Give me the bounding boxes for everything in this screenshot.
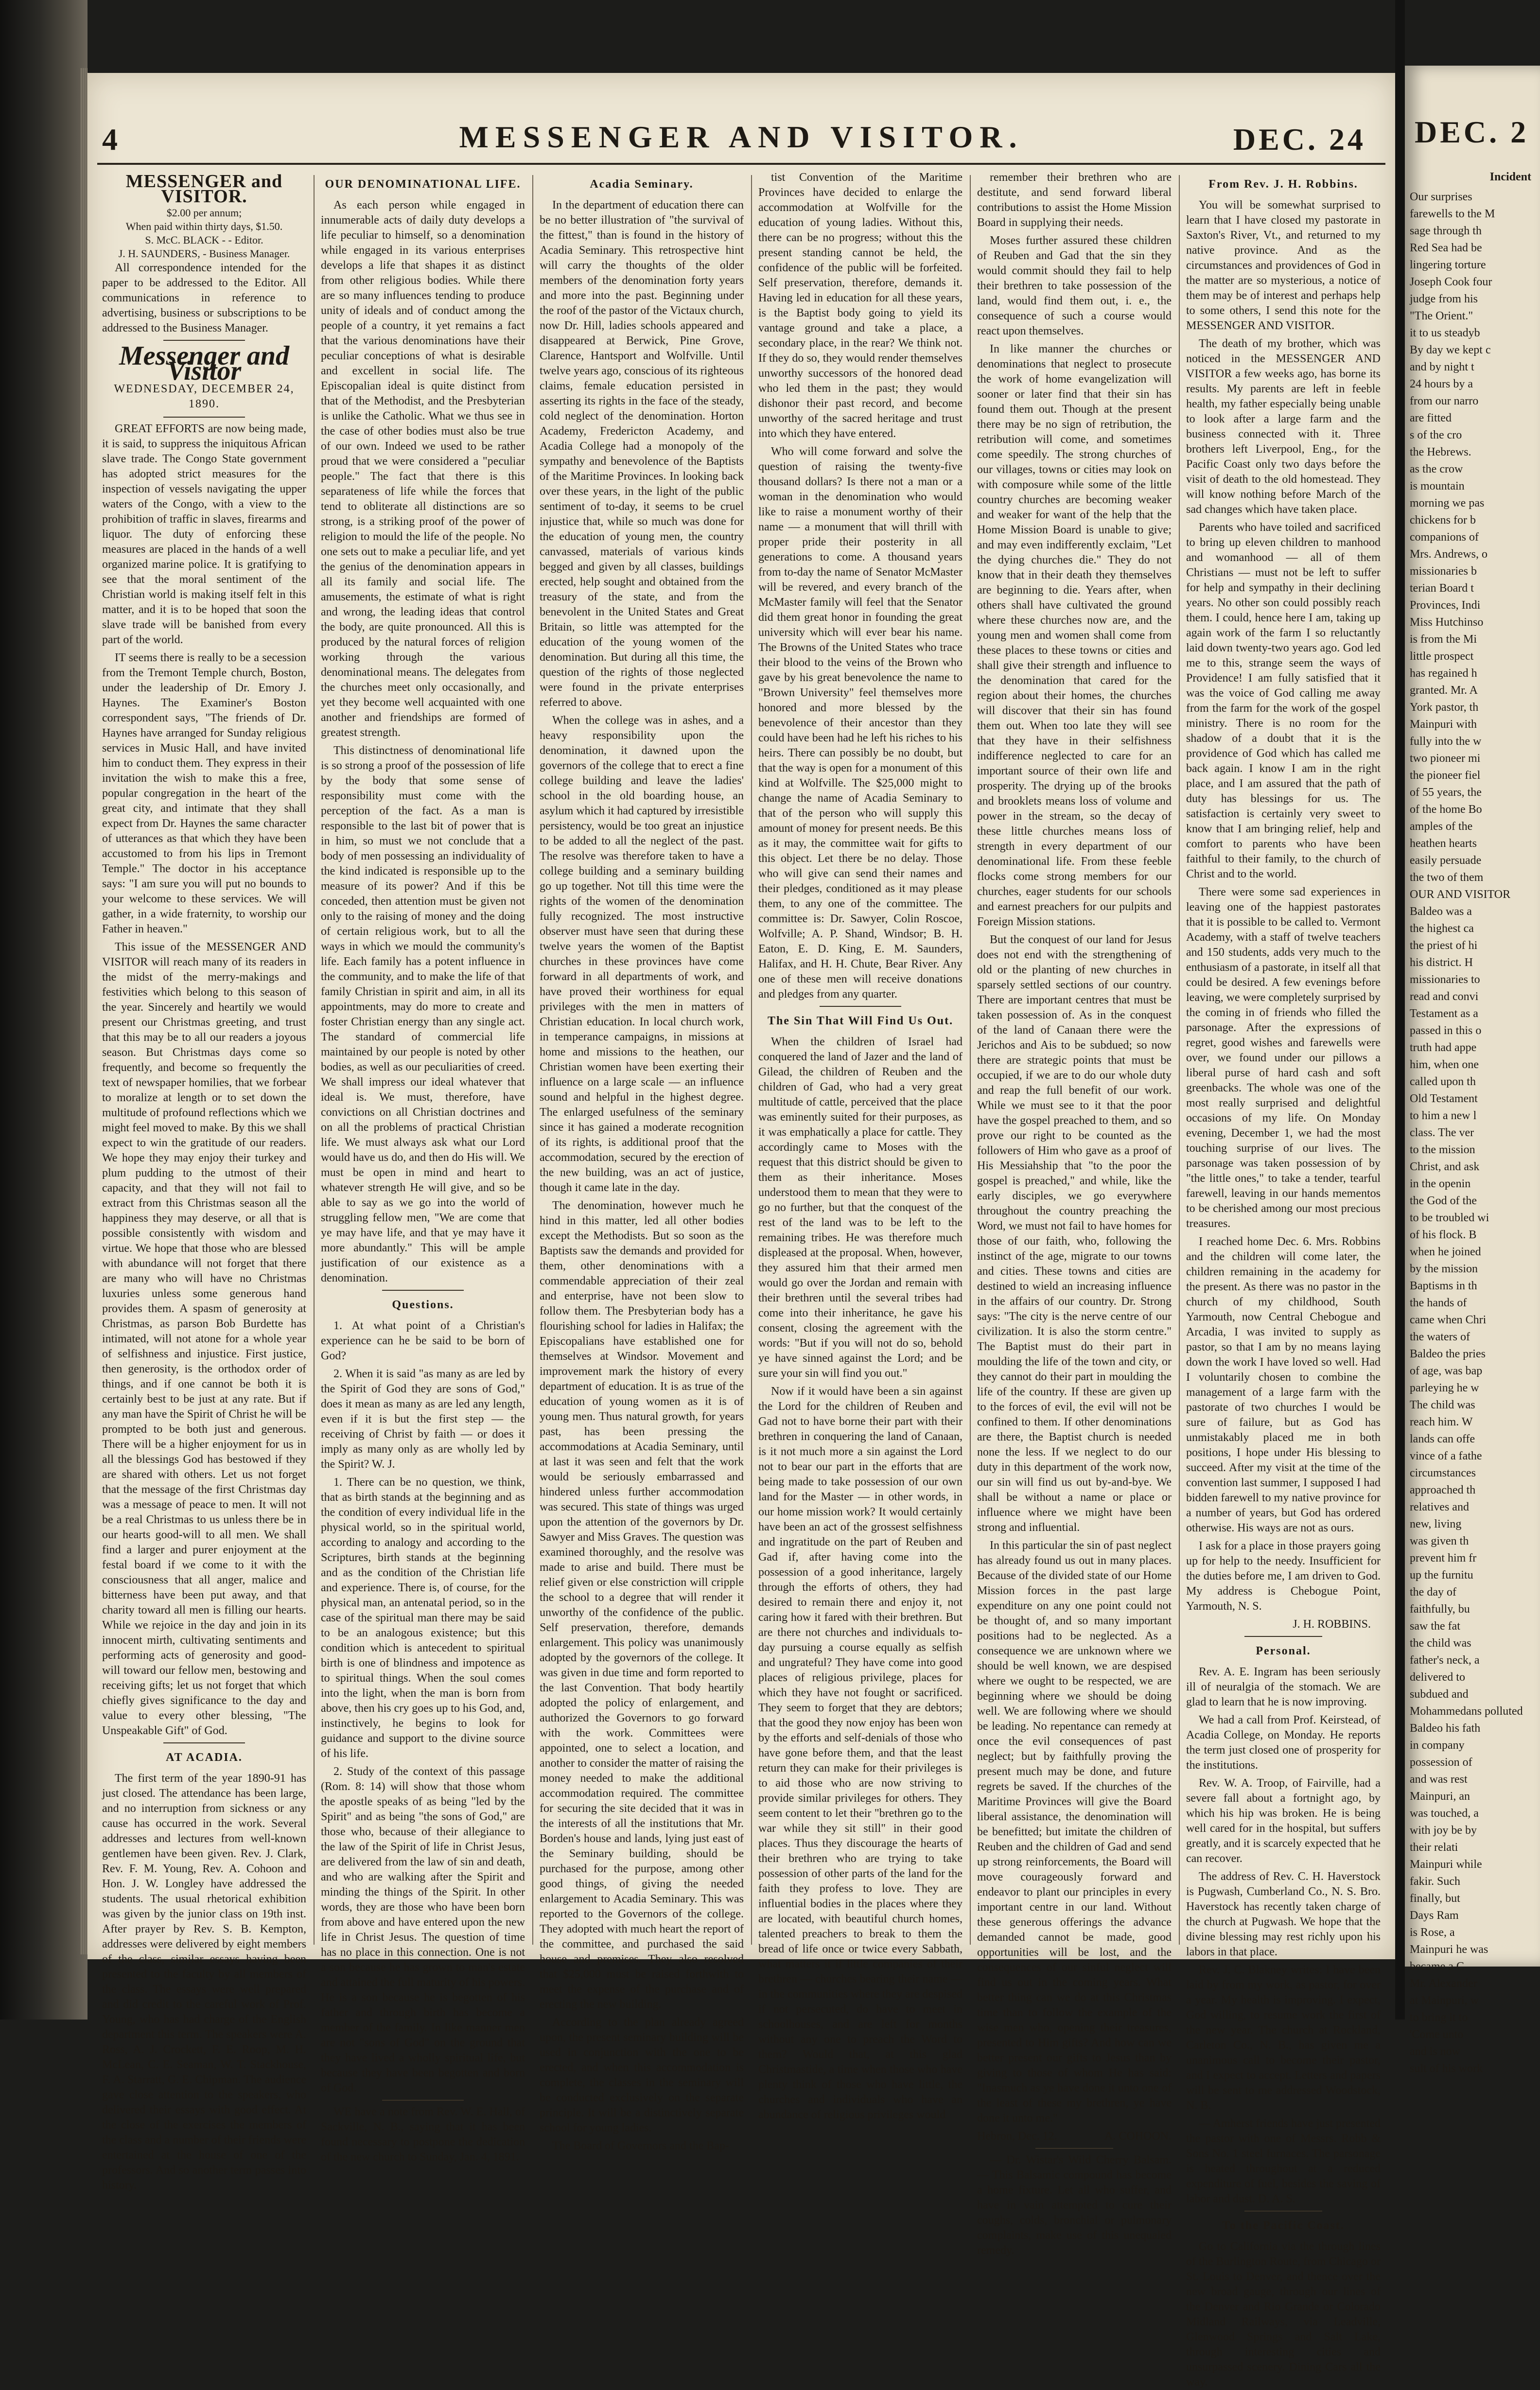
adjacent-line: it to us steadyb — [1410, 327, 1480, 339]
adjacent-line: little prospect — [1410, 650, 1474, 663]
article-paragraph: But the conquest of our land for Jesus does not end with the strengthening of old or the planting of new churches in sparsely settled sections of our country. There are important centres that must be taken possession of. As in the conquest of the land of Canaan there were the Jerichos and Ais to be subdued; so now there are strategic points that must be occupied, if we are to do our whole duty and reap the full benefit of our work. While we must see to it that the poor have the gospel preached to them, and so prove our right to be counted as the followers of Him who gave as a proof of His Messiahship that "to the poor the gospel is preached," and while, like the early disciples, we go everywhere throughout the country preaching the Word, we must not fail to have homes for those of our faith, who, following the instinct of the age, migrate to our towns and cities. These towns and cities are destined to wield an increasing influence in the affairs of our country. Dr. Strong says: "The city is the nerve centre of our civilization. It is also the storm centre." The Baptist must do their part in moulding the life of the town and city, or they cannot do their part in moulding the life of the country. If these are given up to the forces of evil, the evil will not be confined to them. If other denominations are there, the Baptist church is needed none the less. If we neglect to do our duty in this department of the work now, our sin will find us out by-and-bye. We shall be without a name or place or influence where we might have been strong and influential. — [977, 933, 1172, 1534]
columns — [97, 170, 1385, 2389]
article-paragraph: In the department of education there can be no better illustration of "the survival of the fittest," than is found in the history of Acadia Seminary. This retrospective hint will carry the thoughts of the older members of the denomination forty years and more into the past. Beginning under the roof of the pastor of the Victaux church, now Dr. Hill, ladies schools appeared and disappeared at Berwick, Pine Grove, Clarence, Hantsport and Wolfville. Until twelve years ago, conscious of its righteous claims, female education persisted in asserting its rights in the face of the steady, cold neglect of the denomination. Horton Academy, Fredericton Academy, and Acadia College had a monopoly of the sympathy and benevolence of the Baptists of the Maritime Provinces. In looking back over these years, in the light of the public sentiment of to-day, it seems to be cruel injustice that, while so much was done for the education of young men, the country canvassed, materials of various kinds begged and given by all classes, buildings erected, help sought and obtained from the treasury of the state, and from the benevolent in the United States and Great Britain, so little was attempted for the education of the young women of the denomination. But during all this time, the question of the rights of those neglected were found in the private enterprises referred to above. — [540, 199, 744, 709]
letter-paragraph: You will be somewhat surprised to learn that I have closed my pastorate in Saxton's River, Vt., and returned to my native province. And as the circumstances and providences of God in the matter are so mysterious, a notice of them may be of interest and perhaps help to some others, I send this note for the MESSENGER AND VISITOR. — [1186, 199, 1381, 332]
adjacent-line: fully into the w — [1410, 735, 1482, 748]
section-heading: Personal. — [1256, 1645, 1311, 1657]
page-number: 4 — [102, 122, 118, 157]
column-rule — [751, 175, 752, 1945]
adjacent-line: their relati — [1410, 1841, 1458, 1854]
answer: 2. Study of the context of this passage (Rom. 8: 14) will show that those whom the apostle speaks of as being "led by the Spirit" and as being "the sons of God," are those who, because of their allegiance to the law of the Spirit of life in Christ Jesus, are delivered from the law of sin and death, and who are walking after the Spirit and minding the things of the Spirit. In other words, they are those who have been born from above and have entered upon the new life in Christ Jesus. The question of time has no place in this connection. One is not a son because he has grown to man's estate and attained the full maturity of his powers. He is a son because he is begotten of his father and through birth has become a member of the family. In like manner men are not "sons of God" on the ground that they have lived a wholly spiritual life, but because they have been begotten and born of God. — [321, 1765, 525, 2094]
running-date: DEC. 24 — [1233, 122, 1366, 157]
adjacent-line: Mrs. Andrews, o — [1410, 548, 1488, 561]
column-rule — [970, 175, 971, 1945]
newspaper-page — [88, 73, 1395, 2389]
issue-date: WEDNESDAY, DECEMBER 24, 1890. — [114, 383, 295, 410]
article-paragraph: The denomination, however much he hind in this matter, led all other bodies except the Methodists. But so soon as the Baptists saw the demands and provided for them, other denominations with a commendable appreciation of their zeal and enterprise, have not been slow to follow them. The Presbyterian body has a flourishing school for ladies in Halifax; the Episcopalians have established one for themselves at Windsor. Movement and improvement mark the history of every department of education. It is as true of the education of young women as it is of young men. Thus natural growth, for years past, has been pressing the accommodations at Acadia Seminary, until at last it was seen and felt that the work would be seriously embarrassed and hindered unless further accommodation was secured. This state of things was urged upon the attention of the governors by Dr. Sawyer and Miss Graves. The question was examined thoroughly, and the resolve was made to arise and build. There must be relief given or else constriction will cripple the school to a degree that will render it unworthy of the confidence of the public. Self preservation, therefore, demands enlargement. This policy was unanimously adopted by the governors of the college. It was given in due time and form reported to the last Convention. That body heartily adopted the policy of enlargement, and authorized the Governors to go forward with the work. Committees were appointed, one to select a location, and another to consider the matter of raising the money needed to make the additional accommodation required. The committee for securing the site decided that it was in the interests of all the institutions that Mr. Borden's house and lands, lying just east of the Seminary building, should be purchased for the purpose, among other good things, of giving the needed enlargement to Acadia Seminary. This was reported to the Governors of the college. They adopted with much heart the report of the committee, and purchased the said house and premises. They also resolved that $25,000 must be raised forthwith to meet the expense of the purchase and of erecting the new building. — [540, 1199, 744, 2011]
signature: J. H. ROBBINS. — [1293, 1618, 1371, 1631]
column-1 — [97, 170, 311, 2192]
masthead-title: MESSENGER and VISITOR. — [125, 171, 283, 207]
column-rule — [314, 175, 315, 1945]
adjacent-line: sage through th — [1410, 225, 1482, 237]
article-paragraph: This distinctness of denominational life is so strong a proof of the possession of life by the body that some sense of responsibility must come with the perception of the fact. As a man is responsible to the last bit of power that is in him, so must we not conclude that a body of men possessing an individuality of the kind indicated is responsible up to the measure of its power? And if this be conceded, then attention must be given not only to the raising of money and the doing of certain religious work, but to all the ways in which we mould the community's life. Each family has a potent influence in the community, and to make the life of that family Christian in spirit and aim, in all its appointments, may do more to create and foster Christian energy than any single act. The standard of commercial life maintained by our people is noted by other bodies, as well as our peculiarities of creed. We shall impress our ideal whatever that ideal is. We must, therefore, have convictions on all Christian doctrines and on all the problems of practical Christian life. We must always ask what our Lord would have us do, and then do His will. We must be open in mind and heart to whatever strength He will give, and so be able to say as we go into the world of struggling fellow men, "We are come that ye may have life, and that ye may have it more abundantly." This will be ample justification of our existence as a denomination. — [321, 744, 525, 1284]
adjacent-line: Days Ram — [1410, 1909, 1459, 1922]
adjacent-line: heathen hearts — [1410, 837, 1477, 850]
adjacent-line: Baptisms in th — [1410, 1280, 1477, 1292]
adjacent-line: missionaries to — [1410, 973, 1480, 986]
adjacent-line: Mr. Alexander — [1410, 1977, 1477, 1990]
adjacent-line: the waters of — [1410, 1331, 1470, 1343]
article-heading: OUR DENOMINATIONAL LIFE. — [325, 178, 521, 191]
adjacent-line: delivered to — [1410, 1671, 1465, 1684]
adjacent-line: to the mission — [1410, 1143, 1475, 1156]
editorial-paragraph: GREAT EFFORTS are now being made, it is said, to suppress the iniquitous African slave trade. The Congo State government has adopted strict measures for the inspection of vessels navigating the upper waters of the Congo, with a view to the prohibition of traffic in slaves, firearms and liquor. The duty of enforcing these measures are placed in the hands of a well organized marine police. It is gratifying to see that the moral sentiment of the Christian world is making itself felt in this matter, and it is to be hoped that soon the slave trade will be banished from every part of the world. — [102, 422, 306, 646]
adjacent-line: Our surprises — [1410, 191, 1472, 203]
masthead-terms: When paid within thirty days, $1.50. — [125, 220, 283, 232]
adjacent-line: Provinces, Indi — [1410, 599, 1481, 612]
signature: A. COHOON. — [1104, 2130, 1172, 2143]
adjacent-line: truth had appe — [1410, 1041, 1477, 1054]
adjacent-line: Christ, and ask — [1410, 1160, 1480, 1173]
masthead-notice: All correspondence intended for the paper to be addressed to the Editor. All communications in reference to advertising, business or subscriptions to be addressed to the Business Manager. — [102, 262, 306, 334]
adjacent-line: s of the cro — [1410, 429, 1462, 441]
adjacent-line: subdued and — [1410, 1688, 1469, 1701]
adjacent-line: came when Chri — [1410, 1314, 1487, 1326]
adjacent-line: lingering torture — [1410, 259, 1486, 271]
adjacent-line: faithfully, bu — [1410, 1603, 1470, 1616]
adjacent-line: farewells to the M — [1410, 208, 1495, 220]
adjacent-line: to him a new l — [1410, 1109, 1477, 1122]
adjacent-line: Red Sea had be — [1410, 242, 1482, 254]
adjacent-line: Mainpuri, an — [1410, 1790, 1470, 1803]
adjacent-line: sult of his work — [1410, 2062, 1483, 2075]
adjacent-line: and is now — [1410, 2045, 1460, 2058]
adjacent-line: and was rest — [1410, 1773, 1468, 1786]
article-paragraph: Now if it would have been a sin against the Lord for the children of Reuben and Gad not to have borne their part with their brethren in conquering the land of Canaan, is it not much more a sin against the Lord not to bear our part in the efforts that are being made to take possession of our own land for the Master — in other words, in our home mission work? It would certainly have been an act of the grossest selfishness and ingratitude on the part of Reuben and Gad if, after having come into the possession of a good inheritance, largely through the efforts of others, they had desired to remain there and enjoy it, not caring how it fared with their brethren. But are there not churches and individuals to-day pursuing a course equally as selfish and ungrateful? They have come into good places of religious privilege, places for which they have not fought or sacrificed. They seem to forget that they are debtors; that the good they now enjoy has been won by the efforts and self-denials of those who have gone before them, and that the least return they can make for their privileges is to aid those who are now striving to provide similar privileges for others. They seem content to let their "brethren go to the war while they sit still" in their good places. Thus they discourage the hearts of their brethren who are trying to take possession of other parts of the land for the faith they profess to love. They are influential bodies in the places where they are located, with beautiful church homes, talented preachers to break to them the bread of life once or twice every Sabbath, what matters it if little companies of their brethren — churches bearing their name — in the communities where they are despised if not persecuted, do have to meet in schoolhouses, and are left for months without any one to preach the Word to them? Would that, at this glad Christmastide, a time when those who have plenty think of those who have little, the churches and individuals who have an abundance of religious privileges would — [758, 1385, 962, 2121]
column-rule — [1179, 175, 1180, 1945]
adjacent-line: Testament as a — [1410, 1007, 1478, 1020]
adjacent-line: is from the Mi — [1410, 633, 1477, 646]
divider — [382, 2100, 464, 2101]
adjacent-line: OUR AND VISITOR — [1410, 888, 1511, 901]
divider — [1244, 2211, 1322, 2212]
adjacent-line: was touched, a — [1410, 1807, 1479, 1820]
letter-paragraph: I reached home Dec. 6. Mrs. Robbins and the children will come later, the children remaining in the academy for the present. As there was no pastor in the church of my childhood, South Yarmouth, now Central Chebogue and Arcadia, I was invited to supply as pastor, so that I am by no means laying down the work I have loved so well. Had I voluntarily chosen to combine the management of a large farm with the pastorate of two churches I would be sure of failure, but as God has unmistakably placed me in both positions, I hope under His blessing to succeed. After my visit at the time of the convention last summer, I supposed I had bidden farewell to my native province for a number of years, but God has ordered otherwise. His ways are not as ours. — [1186, 1235, 1381, 1534]
adjacent-line: as the crow — [1410, 463, 1463, 475]
advertisement: Go to California via the through lines of the Burlington Route, from Chicago or St. Louis to Denver, and thence over the new broad gauge, through our lines of the Denver and Rio Grande or Colorado Midland Railways, via Leadville, Glenwood Springs and Salt Lake, through interesting cities and unsurpassed scenery. Dining Cars all the way. — [1186, 2240, 1381, 2389]
adjacent-line: the day of — [1410, 1586, 1456, 1599]
adjacent-page-column — [1410, 163, 1531, 2075]
adjacent-line: the Hebrews. — [1410, 446, 1471, 458]
article-paragraph: Moses further assured these children of Reuben and Gad that the sin they would commit should they fail to help their brethren to take possession of the land, would find them out, i. e., the consequence of such a course would react upon themselves. — [977, 234, 1172, 337]
note-paragraph: WE have a note from Rev. W. E. Hall, of Sackville, N. B., saying that it has been found necessary to postpone the dedication of the new church to Sunday, Jan. 4, 1891. — [321, 2106, 525, 2163]
article-heading: From Rev. J. H. Robbins. — [1208, 178, 1358, 191]
adjacent-line: are fitted — [1410, 412, 1452, 424]
adjacent-line: of his flock. B — [1410, 1229, 1477, 1241]
adjacent-heading: Incident — [1489, 171, 1531, 183]
adjacent-line: Joseph Cook four — [1410, 276, 1492, 288]
adjacent-line: of the home Bo — [1410, 803, 1482, 816]
adjacent-line: easily persuade — [1410, 854, 1482, 867]
book-binding-edge — [0, 0, 88, 2020]
adjacent-lines — [1410, 190, 1531, 2076]
adjacent-line: is mountain — [1410, 480, 1465, 492]
adjacent-line: prevent him fr — [1410, 1552, 1477, 1564]
adjacent-line: Mainpuri he was — [1410, 1943, 1488, 1956]
adjacent-line: morning we pas — [1410, 497, 1485, 510]
adjacent-line: of 55 years, the — [1410, 786, 1482, 799]
letter-paragraph: There were some sad experiences in leaving one of the happiest pastorates that it is possible to be called to. Vermont Academy, with a staff of twelve teachers and 150 students, adds very much to the enthusiasm of a pastorate, in itself all that could be desired. A few evenings before leaving, we were completely surprised by the coming in of friends who filled the parsonage. After the expressions of regret, good wishes and farewells were over, we found under our pillows a liberal purse of hard cash and soft greenbacks. The whole was one of the most really surprised and delightful occasions of my life. On Monday evening, December 1, we had the most touching surprise of our lives. The parsonage was taken possession of by "the little ones," to take a tender, tearful farewell, leaving in our hands mementos to be cherished among our most precious treasures. — [1186, 886, 1381, 1230]
article-paragraph: Who will come forward and solve the question of raising the twenty-five thousand dollars? Is there not a man or a woman in the denomination who would like to raise a monument worthy of their name — a monument that will thrill with proper pride their posterity in all generations to come. A thousand years from to-day the name of Senator McMaster will be revered, and every branch of the McMaster family will feel that the Senator did them great honor in founding the great university which will ever bear his name. The Browns of the United States who trace their blood to the veins of the Brown who gave by his great benevolence the name to "Brown University" feel themselves more honored and more blessed by the benevolence of their ancestor than they could have been had he left his riches to his heirs. There can possibly be no doubt, but that the way is open for a monument of this kind at Wolfville. The $25,000 might to change the name of Acadia Seminary to that of the person who will supply this amount of money for present needs. Be this as it may, the committee wait for gifts to this object. Let there be no delay. Those who will give can send their names and their pledges, conditioned as it may please them, to any one of the committee. The committee is: Dr. Sawyer, Colin Roscoe, Wolfville; A. P. Shand, Windsor; B. H. Eaton, E. D. King, E. M. Saunders, Halifax, and H. H. Chute, Bear River. Any one of these men will receive donations and pledges from any quarter. — [758, 445, 962, 1001]
adjacent-line: circumstances — [1410, 1467, 1476, 1479]
adjacent-line: with joy be by — [1410, 1824, 1477, 1837]
adjacent-line: became a C — [1410, 1960, 1464, 1973]
adjacent-line: Mainpuri while — [1410, 1858, 1482, 1871]
adjacent-line: in company — [1410, 1739, 1465, 1752]
personal-item: We had a call from Prof. Keirstead, of Acadia College, on Monday. He reports the term just closed one of prosperity for the institutions. — [1186, 1714, 1381, 1772]
header-rule — [97, 163, 1385, 165]
article-paragraph: In this particular the sin of past neglect has already found us out in many places. Because of the divided state of our Home Mission forces in the past large expenditure on any one point could not be thought of, and so many important positions had to be neglected. As a consequence we are unknown where we should be well known, we are despised where we ought to be respected, we are beginning where we should be doing well. We are following where we should be leading. No repentance can remedy at once the evil consequences of past neglect; but by faithfully proving the present much may be done, and future regrets be saved. If the churches of the Maritime Provinces will give the Board liberal assistance, the denomination will be benefitted; but imitate the children of Reuben and the children of Gad and send up strong reinforcements, the Board will move courageously forward and endeavor to plant our principles in every important centre in our land. Without these generous offerings the advance demanded cannot be made, good opportunities will be lost, and the consequences of our sinful neglect will find us out in the coming years. What better thing can we do at this Christmas time than to follow the example of the wise men who, opening their treasures, presented to Him gifts? And how can we better present our gifts to Jesus than by giving to those of whom He has said: "Inasmuch as ye have done it unto one of the least of these my brethren, ye have done it unto me." — [977, 1539, 1172, 2125]
adjacent-line: saw the fat — [1410, 1620, 1460, 1633]
adjacent-line: the pioneer fiel — [1410, 769, 1481, 782]
section-heading: Questions. — [392, 1299, 454, 1311]
adjacent-line: granted. Mr. A — [1410, 684, 1478, 697]
adjacent-line: amples of the — [1410, 820, 1473, 833]
article-paragraph: The Board of Governors and the Bap- — [552, 2140, 729, 2152]
letter-paragraph: I ask for a place in those prayers going up for help to the needy. Insufficient for the duties before me, I am driven to God. My address is Chebogue Point, Yarmouth, N. S. — [1186, 1540, 1381, 1613]
adjacent-line: passed in this o — [1410, 1024, 1482, 1037]
adjacent-line: when he joined — [1410, 1246, 1481, 1258]
adjacent-line: the two of them — [1410, 871, 1484, 884]
adjacent-line: called upon th — [1410, 1075, 1476, 1088]
adjacent-line: finally, but — [1410, 1892, 1460, 1905]
answer: 1. There can be no question, we think, that as birth stands at the beginning and as the condition of every individual life in the physical world, so in the spiritual world, according to analogy and according to the Scriptures, birth stands at the beginning and as the condition of the Christian life and experience. There is, of course, for the physical man, an antenatal period, so in the case of the spiritual man there may be said to be an analogous existence; but this condition which is antecedent to spiritual birth is one of blindness and impotence as to spiritual things. When the soul comes into the light, when the man is born from above, then his cry goes up to his God, and, instinctively, he begins to look for guidance and support to the divine source of his life. — [321, 1476, 525, 1760]
personal-item: — Amherst friends have just presented the pastor with one of Messrs. Robb & Sons No. 1 steel furnaces. The parsonage is heated throughout at a reduced expenditure of fuel, besides the saving of labor and dust. D. A. S. — [1186, 2117, 1381, 2205]
article-paragraph: According to the plan already agreed upon, the present seminary building will be used in conjunction with the one to be erected, and when this accommodation is complete, the classes in the seminary will be conducted exclusively on the separate principle. It will be a distinctively separate school for young ladies. — [540, 2016, 744, 2134]
adjacent-line: him, when one — [1410, 1058, 1479, 1071]
page-gutter — [1395, 0, 1405, 2020]
adjacent-line: the God of the — [1410, 1195, 1477, 1207]
adjacent-line: has regained h — [1410, 667, 1477, 680]
adjacent-line: vince of a fathe — [1410, 1450, 1482, 1462]
adjacent-line: By day we kept c — [1410, 344, 1491, 356]
adjacent-line: father's neck, a — [1410, 1654, 1480, 1667]
personal-item: Rev. J. C. Blakney writes: I have been laid by from my work, as pastor, for over a year. My health is improving. I expect, God willing, to resume work the first of the new year. The church at Rockland, Carleton Co., N. B., has given me a unanimous call to become their pastor, and I expect to accept. Letters and papers will be sent to me addressed Woodstock, N. B. — [1186, 1964, 1381, 2112]
adjacent-line: companions of — [1410, 531, 1479, 544]
article-paragraph: When the college was in ashes, and a heavy responsibility upon the denomination, it dawned upon the governors of the college that to erect a fine college building and leave the ladies' school in the old boarding house, an asylum which it had captured by irresistible persistency, would be too great an injustice to be added to all the neglect of the past. The resolve was therefore taken to have a college building and a seminary building go up together. Not till this time were the rights of the women of the denomination fully recognized. The most instructive observer must have seen that during these twelve years the women of the Baptist churches in these provinces have come forward in all departments of work, and have proved their worthiness for equal privileges with the men in matters of Christian education. In local church work, in temperance campaigns, in missions at home and missions to the heathen, our Christian women have been exerting their influence on a large scale — an influence sound and helpful in the highest degree. The enlarged usefulness of the seminary since it has gained a moderate recognition of its rights, is additional proof that the accommodation, secured by the erection of the new building, was an act of justice, though it came late in the day. — [540, 714, 744, 1194]
adjacent-line: 24 hours by a — [1410, 378, 1473, 390]
adjacent-line: class. The ver — [1410, 1126, 1474, 1139]
adjacent-line: of age, was bap — [1410, 1365, 1483, 1377]
adjacent-line: the child was — [1410, 1637, 1471, 1650]
adjacent-line: "The Orient." — [1410, 310, 1473, 322]
adjacent-line: reach him. W — [1410, 1416, 1473, 1428]
adjacent-line: was given th — [1410, 1535, 1469, 1547]
adjacent-line: possession of — [1410, 1756, 1472, 1769]
adjacent-line: parleying he w — [1410, 1382, 1479, 1394]
adjacent-line: fakir. Such — [1410, 1875, 1460, 1888]
article-heading: The Sin That Will Find Us Out. — [767, 1015, 954, 1027]
masthead-manager: J. H. SAUNDERS, - Business Manager. — [118, 247, 290, 260]
adjacent-line: the priest of hi — [1410, 939, 1478, 952]
adjacent-line: to bring it to — [1410, 2011, 1468, 2024]
column-rule — [532, 175, 533, 1945]
divider — [163, 417, 245, 418]
column-4 — [753, 170, 967, 2121]
article-paragraph: As each person while engaged in innumerable acts of daily duty develops a life peculiar to himself, so a denomination while engaged in its various enterprises develops a life that shapes it as distinct from other religious bodies. While there are so many influences tending to produce unity of ideals and of conduct among the people of a country, it yet remains a fact that the various denominations have their peculiar conceptions of what is desirable and excellent in social life. The Episcopalian ideal is quite distinct from that of the Methodist, and the Presbyterian is unlike the Catholic. What we thus see in the case of other bodies must also be true of our own. Indeed we used to be rather proud that we were considered a "peculiar people." The fact that there is this separateness of life while the forces that tend to obliterate all distinctions are so strong, is a striking proof of the power of religion to mould the life of the people. No one sets out to make a peculiar life, and yet the genius of the denomination appears in all its family and social life. The amusements, the estimate of what is right and wrong, the leading ideas that control the body, are quite pronounced. All this is produced by the natural forces of religion working through the various denominational means. The delegates from the churches meet only occasionally, and yet they become well acquainted with one another and friendships are formed of greatest strength. — [321, 199, 525, 739]
adjacent-line: Mainpuri with — [1410, 718, 1477, 731]
article-paragraph: When the children of Israel had conquered the land of Jazer and the land of Gilead, the children of Reuben and the children of Gad, who had a very great multitude of cattle, perceived that the place was eminently suited for their purposes, as it was emphatically a place for cattle. They accordingly came to Moses with the request that this district should be given to them as their inheritance. Moses understood them to mean that they were to go no further, but that the conquest of the rest of the land was to be left to the remaining tribes. He was therefore much displeased at the proposal. When, however, they assured him that their armed men would go over the Jordan and remain with their brethren until the several tribes had come into their inheritance, he gave his consent, closing the agreement with the words: "But if you will not do so, behold ye have sinned against the Lord; and be sure your sin will find you out." — [758, 1036, 962, 1380]
adjacent-line: chickens for b — [1410, 514, 1476, 527]
adjacent-line: new, living — [1410, 1518, 1462, 1530]
adjacent-line: the hands of — [1410, 1297, 1467, 1309]
signature-line — [977, 2129, 1172, 2144]
dateline: Hebron, Dec. 12. — [977, 2130, 1057, 2143]
personal-item: Rev. A. E. Ingram has been seriously ill of neuralgia of the stomach. We are glad to learn that he is now improving. — [1186, 1666, 1381, 1708]
adjacent-line: approached th — [1410, 1484, 1476, 1496]
divider — [1244, 1636, 1322, 1637]
adjacent-line: at Mainpuri, w — [1410, 1994, 1479, 2007]
adjacent-page-date: DEC. 2 — [1415, 115, 1529, 149]
letter-paragraph: Parents who have toiled and sacrificed to bring up eleven children to manhood and womanhood — all of them Christians — must not be left to suffer for help and sympathy in their declining years. No other son could possibly reach them. I could, hence here I am, taking up again work of the farm I so reluctantly laid down twenty-two years ago. God led me to this, strange seem the ways of Providence! I am fully satisfied that it was the voice of God calling me away from the farm for the work of the gospel ministry. There is no room for the shadow of a doubt that it is the providence of God which has called me back again. I know I am in the right place, and I am assured that the path of duty has blessings for us. The satisfaction is certainly very sweet to know that I am bringing relief, help and comfort to parents who have been faithful to their family, to the church of Christ and to the world. — [1186, 521, 1381, 880]
adjacent-line: Old Testament — [1410, 1092, 1478, 1105]
personal-item: Rev. W. A. Troop, of Fairville, had a severe fall about a fortnight ago, by which his hip was broken. He is being well cared for in the hospital, but suffers greatly, and it is scarcely expected that he can recover. — [1186, 1777, 1381, 1865]
adjacent-page — [1405, 66, 1540, 2075]
adjacent-line: relatives and — [1410, 1501, 1469, 1513]
article-paragraph: The first term of the year 1890-91 has just closed. The attendance has been large, and no interruption from sickness or any cause has occurred in the work. Several addresses and lectures from well-known gentlemen have been given. Rev. J. Clark, Rev. F. M. Young, Rev. A. Cohoon and Hon. J. W. Longley have addressed the students. The usual rhetorical exhibition was given by the junior class on 19th inst. After prayer by Rev. S. B. Kempton, addresses were delivered by eight members of the class, similar essays having been presented to the faculty by all members of the class. The essays were well prepared and did credit to the careful work of Prof. Young, who has had charge of the English department this term. The speakers were A. Ross, A. J. Crockett, F. E. Roop, M. H. McLean, C. E. Seaman, W. T. Stackhouse, F. A. Starratt, G. E. Chipman. The audience gave close attention to the speakers, who delivered their essays with good effect. At the close of the exercises the members of the class and a number of their friends were entertained at the house of one of the professors. And so another term passes into history. — [102, 1772, 306, 2192]
column-2 — [316, 170, 530, 2163]
divider — [382, 1290, 464, 1291]
adjacent-line: Mohammedans polluted — [1410, 1705, 1523, 1718]
masthead-price: $2.00 per annum; — [166, 207, 242, 219]
adjacent-line: judge from his — [1410, 293, 1478, 305]
adjacent-line: in the openin — [1410, 1177, 1471, 1190]
adjacent-line: his district. H — [1410, 956, 1473, 969]
letter-paragraph: The death of my brother, which was noticed in the MESSENGER AND VISITOR a few weeks ago, has borne its results. My parents are left in feeble health, my father especially being unable to look after a large farm and the business connected with it. Three brothers left Liverpool, Eng., for the Pacific Coast only two days before the visit of death to the old homestead. They will know nothing before March of the sad changes which have taken place. — [1186, 337, 1381, 516]
adjacent-line: read and convi — [1410, 990, 1479, 1003]
adjacent-line: the highest ca — [1410, 922, 1474, 935]
editorial-paragraph: IT seems there is really to be a secession from the Tremont Temple church, Boston, under the leadership of Dr. Emory J. Haynes. The Examiner's Boston correspondent says, "The friends of Dr. Haynes have arranged for Sunday religious services in Music Hall, and have invited him to conduct them. They express in their invitation the wish to make this a free, popular congregation in the heart of the great city, and intimate that they shall expect from Dr. Haynes the same character of utterances as that which they have been accustomed to from his lips in Tremont Temple." The doctor in his acceptance says: "I am sure you will put no bounds to your welcome to these services. We will gather, in a wide fraternity, to worship our Father in heaven." — [102, 651, 306, 935]
question: 1. At what point of a Christian's experience can he be said to be born of God? — [321, 1319, 525, 1362]
masthead-gothic-title: Messenger and Visitor — [119, 341, 290, 386]
column-6 — [1181, 170, 1385, 2389]
section-heading: To the Pacific Coast. — [1222, 2219, 1345, 2232]
article-paragraph: remember their brethren who are destitute, and send forward liberal contributions to assist the Home Mission Board in supplying their needs. — [977, 171, 1172, 229]
adjacent-line: from our narro — [1410, 395, 1479, 407]
column-3 — [535, 170, 749, 2152]
question: 2. When it is said "as many as are led by the Spirit of God they are sons of God," does it mean as many as are led any length, even if it is but the first step — the receiving of Christ by faith — or does it imply as many only as are wholly led by the Spirit? W. J. — [321, 1368, 525, 1471]
adjacent-line: Baldeo his fath — [1410, 1722, 1481, 1735]
adjacent-line: Miss Hutchinso — [1410, 616, 1484, 629]
adjacent-line: terian Board t — [1410, 582, 1474, 595]
section-heading: AT ACADIA. — [166, 1751, 243, 1764]
divider — [163, 1742, 245, 1743]
masthead-editor: S. McC. BLACK - - Editor. — [145, 234, 263, 246]
personal-item: The address of Rev. C. H. Haverstock is Pugwash, Cumberland Co., N. S. Bro. Haverstock has recently taken charge of the church at Pugwash. We hope that the divine blessing may rest richly upon his labors in that place. — [1186, 1870, 1381, 1958]
adjacent-line: is Rose, a — [1410, 1926, 1455, 1939]
editorial-paragraph: This issue of the MESSENGER AND VISITOR will reach many of its readers in the midst of the merry-makings and festivities which belong to this season of the year. Sincerely and heartily we would present our Christmas greeting, and trust that this may be to all our readers a joyous season. But Christmas days come so frequently, and become so frequently the text of newspaper homilies, that we forbear to moralize at length or to set down the multitude of profound reflections which we might feel moved to make. By this we shall expect to win the gratitude of our readers. We hope they may enjoy their turkey and plum pudding to the utmost of their capacity, and that they will not fail to extract from this Christmas season all the happiness they may deserve, or all that is possible consistently with wisdom and virtue. We hope that those who are blessed with abundance will not forget that there are many who will have no Christmas luxuries unless some generous hand provides them. A spasm of generosity at Christmas, as parson Bob Burdette has intimated, will not atone for a whole year of selfishness and injustice. First justice, then generosity, is the orthodox order of things, and if one cannot be both it is certainly best to be just at any rate. But if any man have the Spirit of Christ he will be prompted to be both just and generous. There will be a higher enjoyment for us in all the blessings God has bestowed if they are shared with others. Let us not forget that the message of the first Christmas day was a message of peace to men. It will not be a real Christmas to us unless there be in our hearts good-will to all men. We shall find a larger and purer enjoyment at the festal board if we come to it with the consciousness that all anger, malice and bitterness have been put away, and that charity toward all men is filling our hearts. While we rejoice in the day and join in its innocent mirth, cultivating sentiments and performing acts of generosity and good-will toward our fellow men, bestowing and receiving gifts; let us not forget that which chiefly gives significance to the day and value to every other blessing, "The Unspeakable Gift" of God. — [102, 941, 306, 1737]
column-5 — [972, 170, 1176, 2257]
adjacent-line: 'Come unto — [1410, 2028, 1464, 2041]
adjacent-line: York pastor, th — [1410, 701, 1479, 714]
adjacent-line: lands can offe — [1410, 1433, 1475, 1445]
advertisement: — Dr. Wistar's Wild Cherry Balsam. — This Balsamic compound has become a home fixture. Let all who suffer, and have in vain attempted to cure their coughs, colds, bronchial or pulmonary complaints, make use of this unequaled remedy. — [977, 2154, 1172, 2257]
adjacent-line: The child was — [1410, 1399, 1475, 1411]
adjacent-line: to be troubled wi — [1410, 1212, 1489, 1224]
running-title: MESSENGER AND VISITOR. — [459, 120, 1024, 154]
adjacent-line: Baldeo was a — [1410, 905, 1472, 918]
adjacent-line: by the mission — [1410, 1263, 1478, 1275]
adjacent-line: missionaries b — [1410, 565, 1477, 578]
adjacent-line: two pioneer mi — [1410, 752, 1481, 765]
divider — [1035, 2148, 1113, 2149]
divider — [820, 1006, 901, 1007]
article-heading: Acadia Seminary. — [590, 178, 694, 191]
adjacent-line: and by night t — [1410, 361, 1474, 373]
adjacent-line: up the furnitu — [1410, 1569, 1473, 1582]
article-paragraph: tist Convention of the Maritime Provinces have decided to enlarge the accommodation at Wolfville for the education of young ladies. Without this, there can be no progress; without this the present standing cannot be held, the confidence of the public will be forfeited. Self preservation, therefore, demands it. Having led in education for all these years, is the Baptist body going to yield its vantage ground and take a place, a secondary place, in the rear? We think not. If they do so, they would render themselves unworthy successors of the honored dead who led them in the past; they would dishonor their past record, and become unworthy of the sacred heritage and trust into which they have entered. — [758, 171, 962, 440]
article-paragraph: In like manner the churches or denominations that neglect to prosecute the work of home evangelization will sooner or later find that their sin has found them out. Though at the present there may be no sign of retribution, the retribution will come, and sometimes come speedily. The strong churches of our villages, towns or cities may look on with composure while some of the little country churches are becoming weaker and weaker for want of the help that the Home Mission Board is unable to give; and may even indifferently exclaim, "Let the dying churches die." They do not know that in their death they themselves are beginning to die. Years after, when others shall have cultivated the ground where these churches now are, and the young men and women shall come from these places to these towns or cities and shall give their strength and influence to the denomination that cared for the region about their homes, the churches will discover that their sin has found them out. When too late they will see that they have in their selfishness indifference neglected to care for an important source of their own life and prosperity. The drying up of the brooks and brooklets means loss of volume and power in the stream, so the decay of these little churches means loss of strength in every department of our denominational life. From these feeble flocks come strong members for our churches, eager students for our schools and earnest preachers for our pulpits and Foreign Mission stations. — [977, 343, 1172, 928]
adjacent-line: Baldeo the pries — [1410, 1348, 1486, 1360]
